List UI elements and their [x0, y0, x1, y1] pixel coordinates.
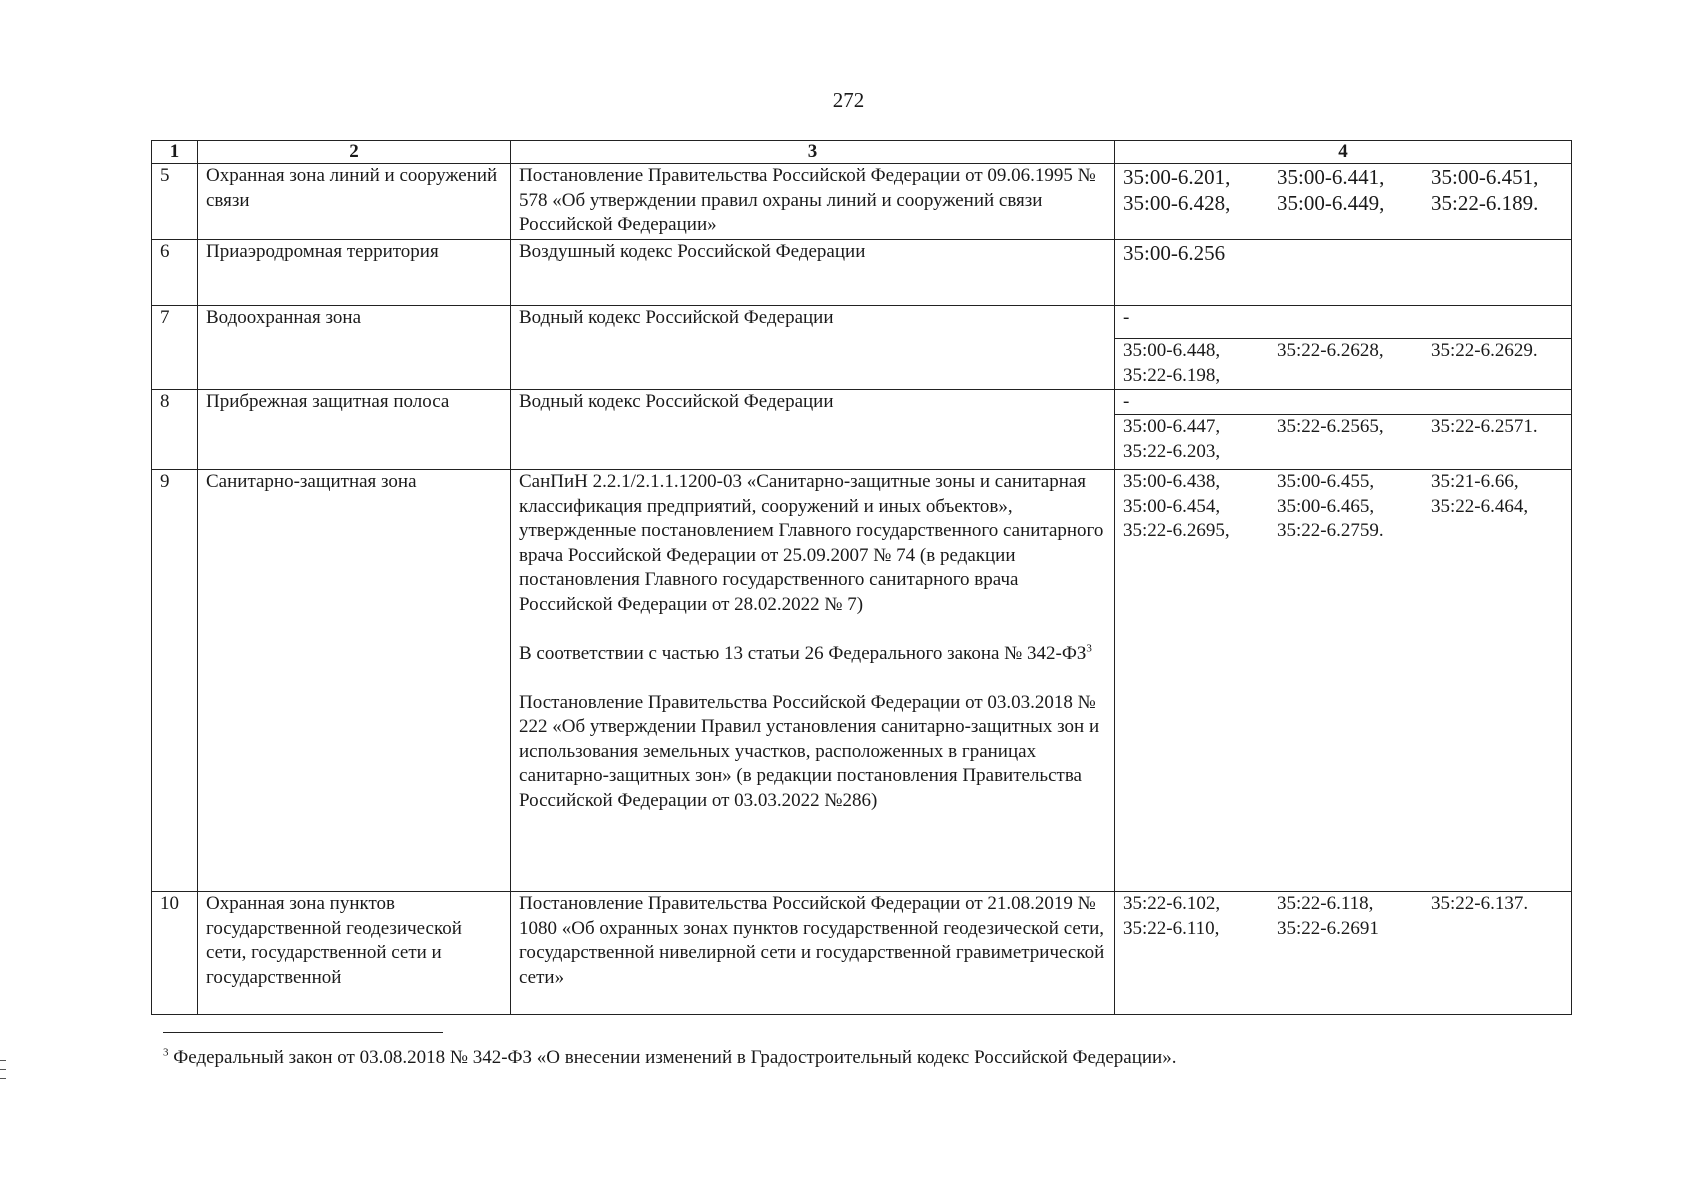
legal-basis: Воздушный кодекс Российской Федерации [511, 240, 1115, 306]
registry-codes [1115, 390, 1572, 470]
registry-code: 35:22-6.203, [1123, 440, 1221, 462]
table-row-9 [152, 470, 1572, 892]
registry-code: 35:22-6.110, [1123, 917, 1220, 939]
registry-code: 35:22-6.2565, [1277, 416, 1384, 437]
registry-codes [1115, 164, 1572, 240]
header-cell-1: 1 [152, 141, 198, 164]
registry-code: 35:00-6.451, [1431, 165, 1539, 189]
row-number: 7 [152, 306, 198, 390]
zone-name: Охранная зона линий и сооружений связи [198, 164, 511, 240]
footnote-mark: 3 [163, 1046, 169, 1059]
zone-name: Приаэродромная территория [198, 240, 511, 306]
row-number: 6 [152, 240, 198, 306]
zone-name-text: Охранная зона пунктов государственной геодезической сети, государственной сети и государственной [206, 893, 462, 988]
table-row-8 [152, 390, 1572, 470]
registry-codes-empty: - [1115, 390, 1571, 415]
registry-code: 35:22-6.464, [1431, 495, 1529, 517]
basis-paragraph-text: В соответствии с частью 13 статьи 26 Федерального закона № 342-ФЗ [519, 642, 1087, 664]
legal-basis [511, 470, 1115, 892]
basis-paragraph: Постановление Правительства Российской Федерации от 03.03.2018 № 222 «Об утверждении Правил установления санитарно-защитных зон и использования земельных участков, расположенных в границах санитарно-защитных зон» (в редакции постановления Правительства Российской Федерации от 03.03.2022 №286) [519, 691, 1100, 811]
registry-code: 35:00-6.256 [1123, 241, 1226, 265]
registry-code: 35:22-6.2691 [1277, 917, 1379, 939]
registry-code: 35:22-6.2759. [1277, 520, 1384, 541]
registry-code: 35:00-6.449, [1277, 191, 1385, 215]
legal-basis: Постановление Правительства Российской Федерации от 21.08.2019 № 1080 «Об охранных зонах пунктов государственной геодезической сети, государственной нивелирной сети и государственной гравиметрической сети» [511, 892, 1115, 1015]
registry-code: 35:22-6.198, [1123, 364, 1221, 386]
table-row-10 [152, 892, 1572, 1015]
legal-basis: Постановление Правительства Российской Федерации от 09.06.1995 № 578 «Об утверждении правил охраны линий и сооружений связи Российской Федерации» [511, 164, 1115, 240]
registry-code: 35:00-6.454, [1123, 495, 1221, 517]
registry-code: 35:22-6.2695, [1123, 520, 1230, 541]
basis-paragraph: СанПиН 2.2.1/2.1.1.1200-03 «Санитарно-защитные зоны и санитарная классификация предприятий, сооружений и иных объектов», утвержденные постановлением Главного государственного санитарного врача Российской Федерации от 25.09.2007 № 74 (в редакции постановления Главного государственного санитарного врача Российской Федерации от 28.02.2022 № 7) [519, 471, 1104, 615]
footnote [163, 1046, 1176, 1070]
registry-code: 35:00-6.441, [1277, 165, 1385, 189]
table-header-row [152, 141, 1572, 164]
table-row-7 [152, 306, 1572, 390]
row-number: 5 [152, 164, 198, 240]
zone-name: Санитарно-защитная зона [198, 470, 511, 892]
header-cell-4: 4 [1115, 141, 1572, 164]
header-cell-3: 3 [511, 141, 1115, 164]
registry-code: 35:00-6.448, [1123, 340, 1221, 361]
registry-code: 35:22-6.2629. [1431, 340, 1538, 361]
registry-codes [1115, 470, 1572, 892]
row-number: 9 [152, 470, 198, 892]
zones-table [151, 140, 1572, 1015]
registry-code: 35:00-6.201, [1123, 165, 1231, 189]
registry-code: 35:00-6.447, [1123, 416, 1221, 437]
registry-codes-empty: - [1115, 306, 1571, 339]
zone-name: Водоохранная зона [198, 306, 511, 390]
scan-margin-marks [0, 1060, 6, 1087]
registry-code: 35:00-6.465, [1277, 495, 1375, 517]
registry-code: 35:22-6.2628, [1277, 340, 1384, 361]
footnote-text: Федеральный закон от 03.08.2018 № 342-ФЗ «О внесении изменений в Градостроительный кодекс Российской Федерации». [168, 1047, 1177, 1068]
registry-code: 35:00-6.455, [1277, 471, 1375, 492]
zone-name [198, 892, 511, 1015]
registry-codes [1115, 892, 1572, 1015]
registry-code: 35:21-6.66, [1431, 471, 1519, 492]
row-number: 8 [152, 390, 198, 470]
registry-code: 35:22-6.2571. [1431, 416, 1538, 437]
footnote-reference: 3 [1086, 642, 1092, 655]
zone-name: Прибрежная защитная полоса [198, 390, 511, 470]
legal-basis: Водный кодекс Российской Федерации [511, 390, 1115, 470]
registry-code: 35:22-6.102, [1123, 893, 1221, 914]
page-number: 272 [832, 88, 865, 112]
registry-codes [1115, 240, 1572, 306]
registry-codes [1115, 306, 1572, 390]
registry-code: 35:22-6.137. [1431, 893, 1529, 914]
registry-code: 35:00-6.438, [1123, 471, 1221, 492]
registry-code: 35:22-6.118, [1277, 893, 1374, 914]
header-cell-2: 2 [198, 141, 511, 164]
table-row-5 [152, 164, 1572, 240]
legal-basis: Водный кодекс Российской Федерации [511, 306, 1115, 390]
row-number: 10 [152, 892, 198, 1015]
registry-code: 35:00-6.428, [1123, 191, 1231, 215]
table-row-6 [152, 240, 1572, 306]
footnote-separator [163, 1032, 443, 1033]
basis-paragraph [519, 642, 1106, 667]
registry-code: 35:22-6.189. [1431, 191, 1539, 215]
